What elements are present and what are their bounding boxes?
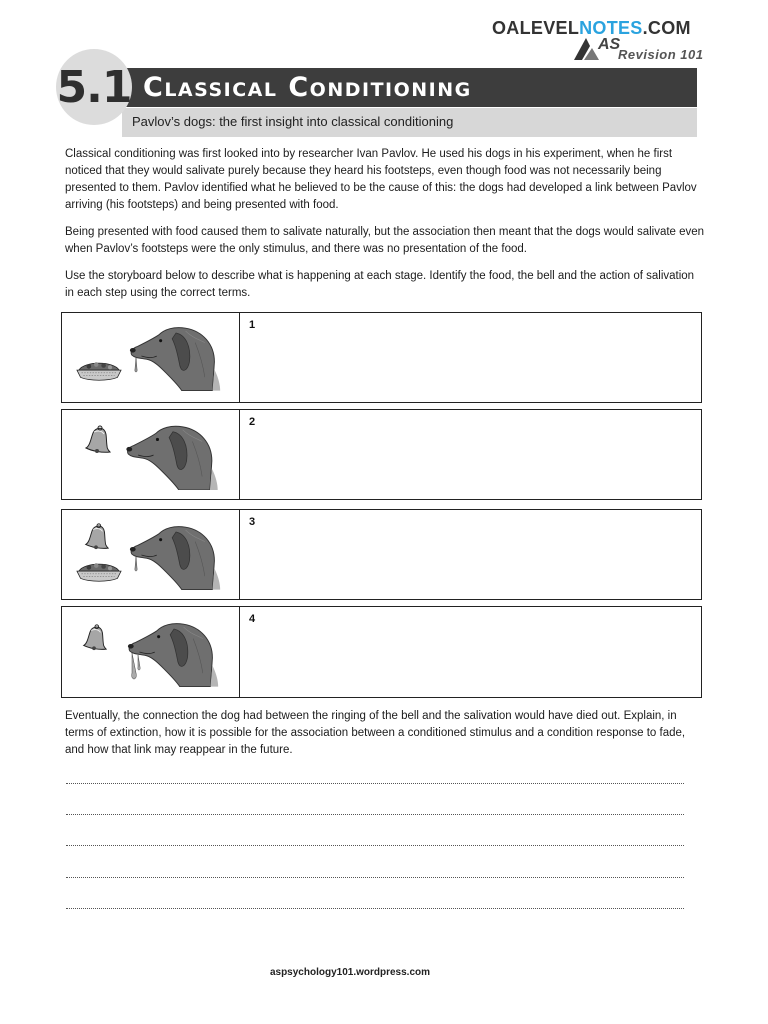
brand-highlight: NOTES: [579, 18, 643, 38]
storyboard-image: [62, 510, 239, 599]
storyboard-panel-2: [61, 409, 702, 500]
saliva-icon: [132, 556, 140, 580]
storyboard-image: [62, 313, 239, 402]
intro-paragraph-1: Classical conditioning was first looked into by researcher Ivan Pavlov. He used his dogs in his experiment, when he first noticed that they would salivate purely because they heard his footsteps, even though food was not necessarily being presented to them. Pavlov identified what he believed to be the cause of this: the dogs had developed a link between Pavlov arriving (his footsteps) and being presented with food.: [65, 148, 697, 211]
dog-icon: [128, 323, 224, 391]
panel-number: 3: [249, 516, 256, 528]
saliva-icon: [132, 357, 140, 381]
saliva-icon: [128, 653, 144, 685]
footer-url: aspsychology101.wordpress.com: [269, 967, 431, 978]
brand-logo: [492, 18, 712, 62]
answer-line[interactable]: [66, 908, 684, 909]
storyboard-image: [62, 410, 239, 499]
bell-icon: [82, 424, 112, 454]
storyboard-panel-1: [61, 312, 702, 403]
panel-divider: [239, 313, 240, 402]
dog-icon: [124, 422, 222, 490]
page-title: Classical Conditioning: [143, 72, 472, 103]
dog-icon: [128, 522, 224, 590]
bell-icon: [82, 522, 110, 550]
food-bowl-icon: [76, 359, 122, 383]
extinction-question: Eventually, the connection the dog had between the ringing of the bell and the salivation would have died out. Explain, in terms of extinction, how it is possible for the association between a conditioned stimulus and a condition response to fade, and how that link may reappear in the future.: [65, 710, 686, 756]
storyboard-panel-3: [61, 509, 702, 600]
panel-divider: [239, 410, 240, 499]
food-bowl-icon: [76, 560, 122, 584]
storyboard-panel-4: [61, 606, 702, 698]
logo-as-text: AS: [598, 36, 621, 53]
as-revision-logo: [572, 36, 712, 62]
logo-revision-text: Revision 101: [618, 47, 704, 62]
panel-number: 2: [249, 416, 256, 428]
page-subtitle: Pavlov’s dogs: the first insight into classical conditioning: [132, 114, 454, 129]
title-bar: [96, 68, 697, 107]
panel-number: 1: [249, 319, 256, 331]
answer-line[interactable]: [66, 845, 684, 846]
section-number-badge: [56, 49, 132, 125]
answer-line[interactable]: [66, 814, 684, 815]
instructions-paragraph: Use the storyboard below to describe what is happening at each stage. Identify the food, the bell and the action of salivation in each step using the correct terms.: [65, 270, 695, 299]
answer-line[interactable]: [66, 877, 684, 878]
brand-suffix: .COM: [642, 18, 691, 38]
answer-line[interactable]: [66, 783, 684, 784]
storyboard-image: [62, 607, 239, 697]
intro-paragraph-2: Being presented with food caused them to salivate naturally, but the association then meant that the dogs would salivate even when Pavlov’s footsteps were the only stimulus, and there was no presentation of the food.: [65, 226, 705, 255]
subtitle-bar: [122, 108, 697, 137]
brand-prefix: OALEVEL: [492, 18, 580, 38]
bell-icon: [80, 623, 108, 651]
panel-number: 4: [249, 613, 256, 625]
panel-divider: [239, 510, 240, 599]
section-number: 5.1: [56, 62, 132, 113]
panel-divider: [239, 607, 240, 697]
